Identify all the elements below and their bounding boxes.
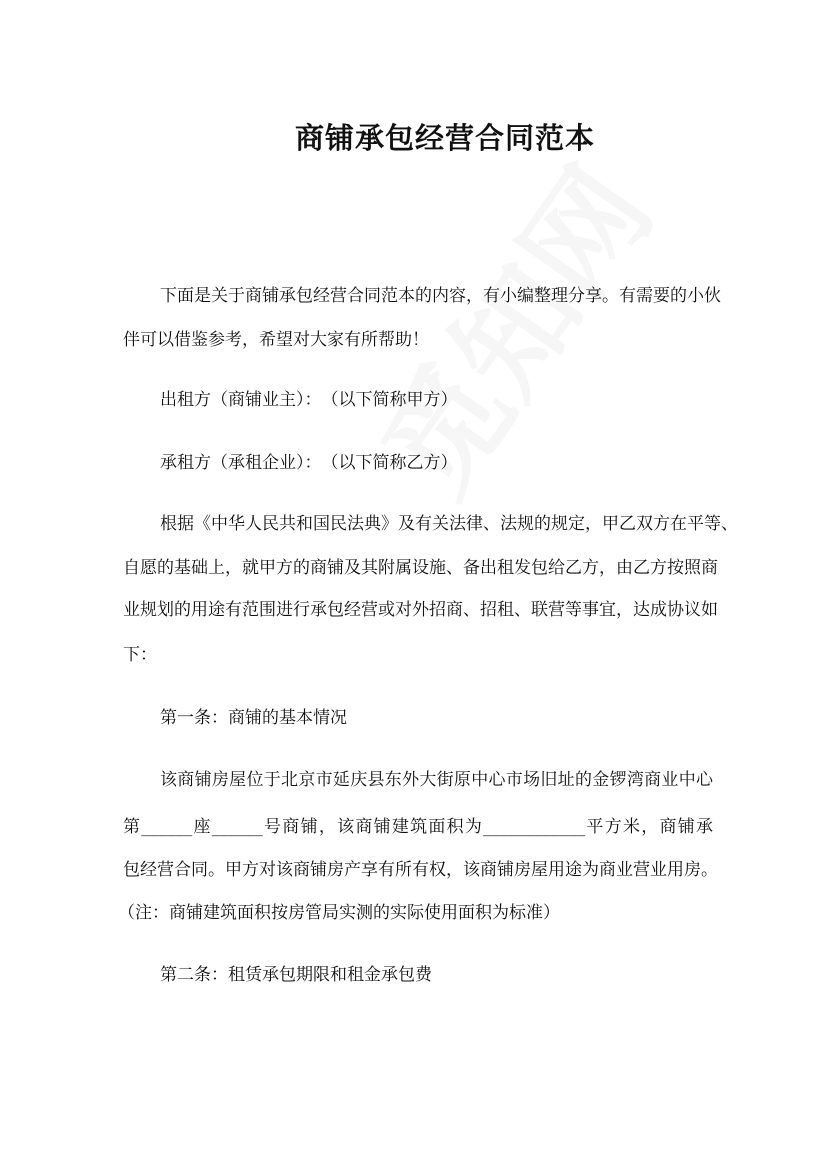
article1-line: 包经营合同。甲方对该商铺房产享有所有权，该商铺房屋用途为商业营业用房。 xyxy=(123,860,718,880)
basis-line: 根据《中华人民共和国民法典》及有关法律、法规的规定，甲乙双方在平等、 xyxy=(160,514,738,534)
document-title: 商铺承包经营合同范本 xyxy=(294,121,595,155)
article1-line: 该商铺房屋位于北京市延庆县东外大街原中心市场旧址的金锣湾商业中心 xyxy=(160,770,713,790)
article1-line: （注：商铺建筑面积按房管局实测的实际使用面积为标准） xyxy=(118,903,560,923)
intro-line: 下面是关于商铺承包经营合同范本的内容，有小编整理分享。有需要的小伙 xyxy=(160,286,721,306)
article2-heading: 第二条：租赁承包期限和租金承包费 xyxy=(160,965,432,985)
party-a: 出租方（商铺业主）： （以下简称甲方） xyxy=(160,390,458,410)
basis-line: 自愿的基础上，就甲方的商铺及其附属设施、备出租发包给乙方，由乙方按照商 xyxy=(123,558,718,578)
article1-line: 第______座______号商铺，该商铺建筑面积为____________平方米，商铺承 xyxy=(123,817,713,837)
article1-heading: 第一条：商铺的基本情况 xyxy=(160,708,347,728)
intro-line: 伴可以借鉴参考，希望对大家有所帮助！ xyxy=(123,330,429,350)
party-b: 承租方（承租企业）： （以下简称乙方） xyxy=(160,453,458,473)
basis-line: 业规划的用途有范围进行承包经营或对外招商、招租、联营等事宜，达成协议如 xyxy=(123,600,718,620)
basis-line: 下： xyxy=(123,645,157,665)
